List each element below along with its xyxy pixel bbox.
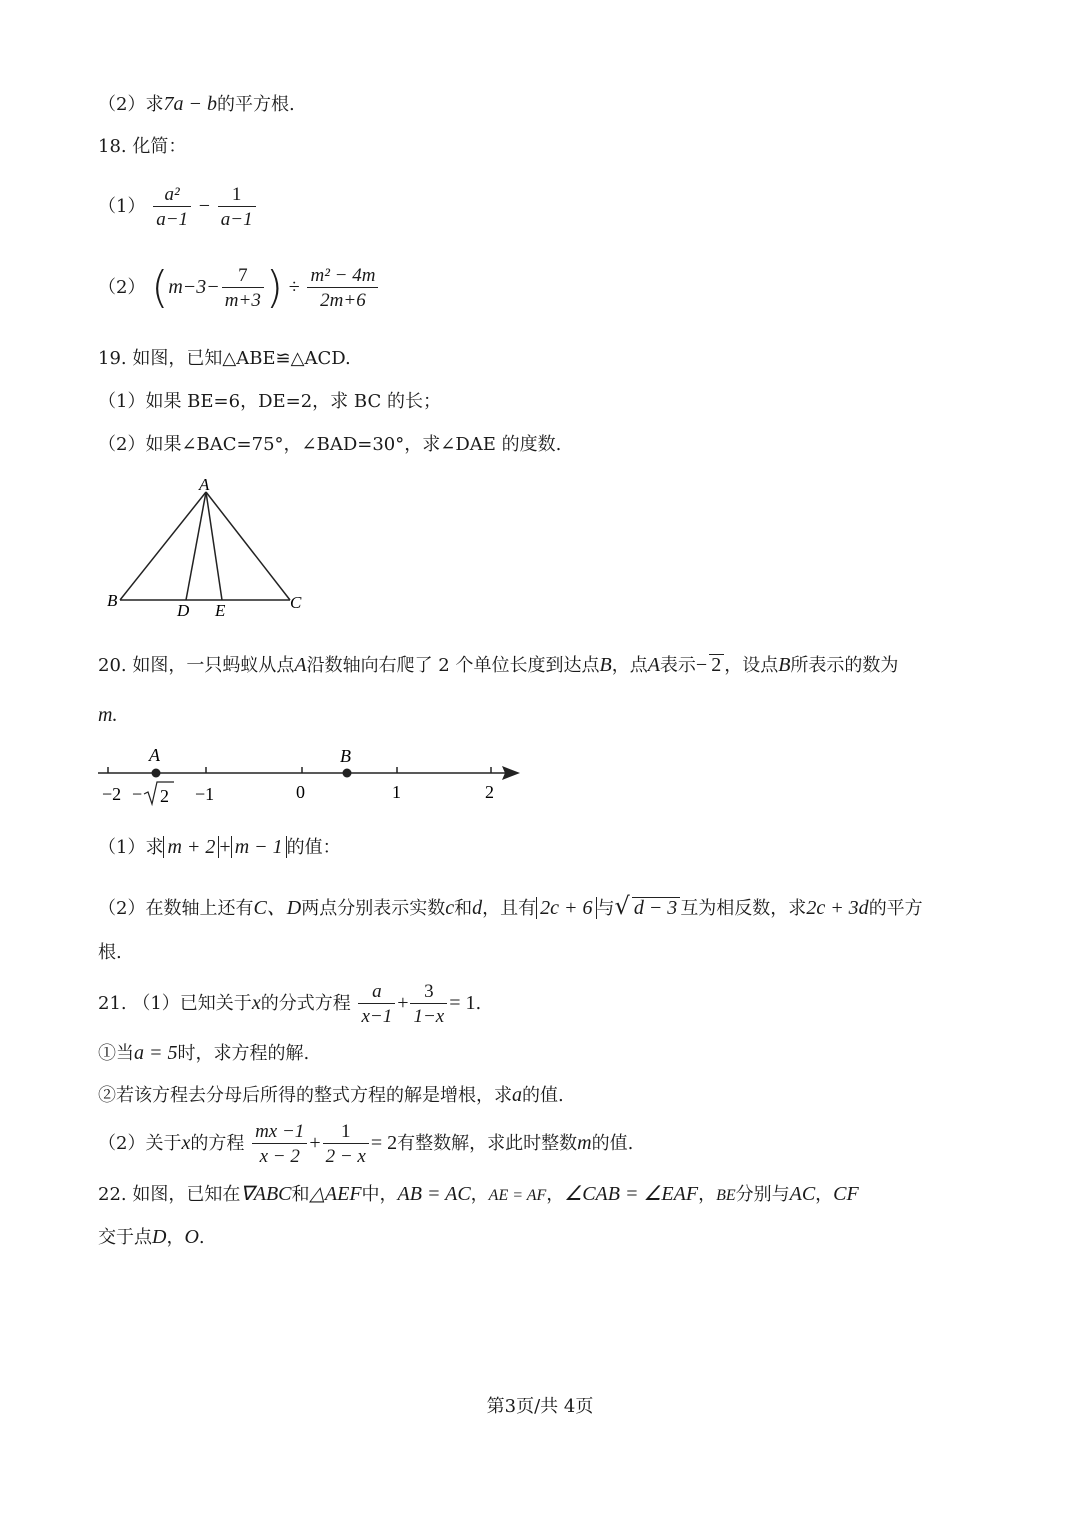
q18-p1-frac1: [153, 185, 191, 229]
q21-g2-num: 1: [323, 1122, 369, 1144]
q18-p2-frac2: [307, 266, 378, 310]
q18-p2-den2: 2m+6: [320, 290, 366, 311]
line-AB: [120, 492, 206, 600]
q22-l2-O: O: [184, 1226, 199, 1248]
q18-p2-num: 7: [222, 266, 264, 288]
q22-sep2: ，: [546, 1184, 565, 1205]
label-C: C: [290, 593, 302, 612]
q21-f1-num: a: [358, 982, 395, 1004]
q18-p1-num1: a²: [153, 185, 191, 207]
axis-label-B: B: [340, 746, 351, 766]
q21-l4-d: 的值.: [591, 1133, 634, 1154]
q22-l2-D: D: [152, 1226, 167, 1248]
q20-p2-sqrt-sign: √: [614, 892, 630, 920]
q20-p2-cd: C、D: [253, 897, 302, 919]
q21-l2-a: ①当: [98, 1043, 134, 1064]
q21-l3-b: 的值.: [522, 1085, 564, 1106]
q18-part1: [98, 185, 258, 229]
q22-e5: AC: [789, 1183, 816, 1205]
q21-l1-a: 21. （1）已知关于: [98, 993, 252, 1014]
q18-p2-left: m−3−: [168, 276, 220, 298]
label-A: A: [199, 475, 210, 494]
label-E: E: [215, 601, 226, 620]
page-footer: 第3页/共 4页: [486, 1396, 594, 1417]
q20-A: A: [294, 654, 307, 676]
q20-p2-b: 两点分别表示实数: [301, 898, 446, 919]
tick-label-m2: −2: [102, 784, 122, 804]
q21-l4-c: 有整数解，求此时整数: [397, 1133, 578, 1154]
q17-part2: [98, 94, 295, 114]
q20-number-line: [96, 740, 536, 810]
q21-g2-den: 2 − x: [325, 1146, 366, 1167]
q21-l3-var: a: [512, 1084, 522, 1106]
q21-f2-num: 3: [410, 982, 447, 1004]
q21-f1-den: x−1: [361, 1006, 393, 1027]
q21-eq: = 1: [449, 992, 476, 1014]
q18-p1-num2: 1: [218, 185, 256, 207]
q20-p2-expr: 2c + 3d: [806, 897, 869, 919]
q22-line2: [98, 1227, 205, 1247]
q20-B: B: [599, 654, 612, 676]
tick-label-sqrt: 2: [160, 786, 169, 806]
q20-p2-sqrt: d − 3: [632, 897, 681, 918]
q18-part2: [98, 262, 380, 313]
q18-p1-frac2: [218, 185, 256, 229]
q22-l1-c: 中，: [361, 1184, 398, 1205]
q20-t6: 所表示的数为: [790, 655, 899, 676]
q20-t1: 20. 如图，一只蚂蚁从点: [98, 655, 295, 676]
q20-t4: 表示: [659, 655, 696, 676]
q21-frac1: [358, 982, 395, 1026]
q21-l1-b: 的分式方程: [260, 993, 351, 1014]
q20-line1: [98, 654, 898, 675]
sqrt-sign-icon: [144, 782, 174, 804]
q22-e6: CF: [833, 1183, 859, 1205]
q21-line1: [98, 982, 481, 1026]
q20-part2-line2: 根.: [98, 942, 122, 963]
q19-part2: （2）如果∠BAC=75°，∠BAD=30°，求∠DAE 的度数.: [98, 434, 562, 455]
q20-p2-c: c: [445, 897, 455, 919]
q21-l2-b: 时，求方程的解.: [177, 1043, 310, 1064]
q21-l4-m: m: [577, 1132, 592, 1154]
q18-p2-label: （2）: [98, 277, 146, 298]
q20-t3: ，点: [611, 655, 648, 676]
q20-p2-f: 互为相反数，求: [680, 898, 807, 919]
q18-div: ÷: [288, 276, 300, 298]
q21-l4-b: 的方程: [190, 1133, 245, 1154]
q21-g1: [252, 1122, 307, 1166]
tick-label-m1: −1: [195, 784, 215, 804]
q21-g1-den: x − 2: [259, 1146, 300, 1167]
q22-tri2: △AEF: [309, 1183, 362, 1205]
label-B: B: [107, 591, 118, 610]
q21-line3: [98, 1085, 564, 1105]
q20-p1-abs2: m − 1: [231, 836, 287, 858]
axis-label-A: A: [149, 745, 160, 765]
q20-A2: A: [647, 654, 660, 676]
q20-B2: B: [778, 654, 791, 676]
tick-label-neg: −: [132, 784, 143, 804]
label-D: D: [177, 601, 190, 620]
q21-l3-a: ②若该方程去分母后所得的整式方程的解是增根，求: [98, 1085, 512, 1106]
line-AE: [206, 492, 222, 600]
q21-frac2: [410, 982, 447, 1026]
q21-g-plus: +: [309, 1132, 321, 1154]
q18-p2-frac: [222, 266, 264, 310]
q22-l1-a: 22. 如图，已知在: [98, 1184, 241, 1205]
q20-part1: [98, 837, 341, 857]
q20-p1-abs1: m + 2: [163, 836, 219, 858]
tick-label-1: 1: [392, 782, 401, 802]
q21-l2-eq: a = 5: [134, 1042, 178, 1064]
q20-p2-d: d: [472, 897, 483, 919]
q20-p2-abs: 2c + 6: [536, 897, 596, 919]
q18-p1-label: （1）: [98, 196, 146, 217]
q18-p2-den: m+3: [224, 290, 261, 311]
q20-p2-with: 与: [596, 898, 615, 919]
q19-part1: （1）如果 BE=6，DE=2，求 BC 的长；: [98, 391, 441, 412]
q20-neg: −: [695, 654, 708, 676]
q22-sep1: ，: [470, 1184, 489, 1205]
q20-p2-e: ，且有: [482, 898, 537, 919]
q20-p2-g: 的平方: [868, 898, 923, 919]
q22-e2: AE = AF: [488, 1187, 547, 1204]
q21-line4: [98, 1122, 633, 1166]
q22-sep4: ，: [815, 1184, 834, 1205]
q17-suffix: 的平方根.: [216, 94, 295, 115]
q19-title: 19. 如图，已知△ABE≌△ACD.: [98, 348, 351, 369]
tick-label-2: 2: [485, 782, 494, 802]
q18-p2-num2: m² − 4m: [307, 266, 378, 288]
q22-l1-d: 分别与: [735, 1184, 790, 1205]
q17-prefix: （2）求: [98, 94, 164, 115]
q20-p1-prefix: （1）求: [98, 837, 164, 858]
q22-e1: AB = AC: [397, 1183, 471, 1205]
q22-l1-b: 和: [291, 1184, 310, 1205]
q21-l4-a: （2）关于: [98, 1133, 182, 1154]
q20-t5: ，设点: [724, 655, 779, 676]
q18-p1-den2: a−1: [220, 209, 253, 230]
q20-sqrt: 2: [709, 654, 724, 675]
q21-plus: +: [397, 992, 409, 1014]
q21-l4-x: x: [181, 1132, 191, 1154]
q18-open-paren: (: [151, 262, 169, 313]
q21-line2: [98, 1043, 309, 1063]
q22-tri1: ∇ABC: [240, 1183, 292, 1205]
q18-title: 18. 化简：: [98, 136, 187, 157]
q20-line2: m.: [98, 704, 118, 726]
q20-part2: [98, 894, 923, 918]
q21-f2-den: 1−x: [413, 1006, 445, 1027]
point-B: [343, 769, 352, 778]
q21-g1-num: mx −1: [252, 1122, 307, 1144]
q22-e3: ∠CAB = ∠EAF: [564, 1183, 699, 1205]
q20-p2-and: 和: [454, 898, 473, 919]
q20-p2-a: （2）在数轴上还有: [98, 898, 254, 919]
q20-p1-suffix: 的值：: [286, 837, 341, 858]
q18-p1-op: −: [198, 195, 211, 217]
q21-dot: .: [475, 993, 482, 1014]
q22-l2-end: .: [198, 1227, 205, 1248]
q19-triangle-figure: [100, 474, 320, 624]
q20-p1-plus: +: [219, 836, 231, 858]
tick-label-0: 0: [296, 782, 305, 802]
q20-t2: 沿数轴向右爬了 2 个单位长度到达点: [306, 655, 600, 676]
q18-p1-den1: a−1: [156, 209, 189, 230]
q22-sep3: ，: [698, 1184, 717, 1205]
q17-expr: 7a − b: [163, 93, 217, 115]
line-AD: [186, 492, 206, 600]
q22-l2-sep: ，: [166, 1227, 185, 1248]
q21-g2: [323, 1122, 369, 1166]
q21-g-eq: = 2: [370, 1132, 398, 1154]
q18-close-paren: ): [265, 262, 284, 313]
q22-line1: [98, 1184, 859, 1204]
q22-l2-a: 交于点: [98, 1227, 152, 1248]
point-A: [152, 769, 161, 778]
line-AC: [206, 492, 290, 600]
q22-e4: BE: [716, 1187, 736, 1204]
q21-x: x: [251, 992, 261, 1014]
